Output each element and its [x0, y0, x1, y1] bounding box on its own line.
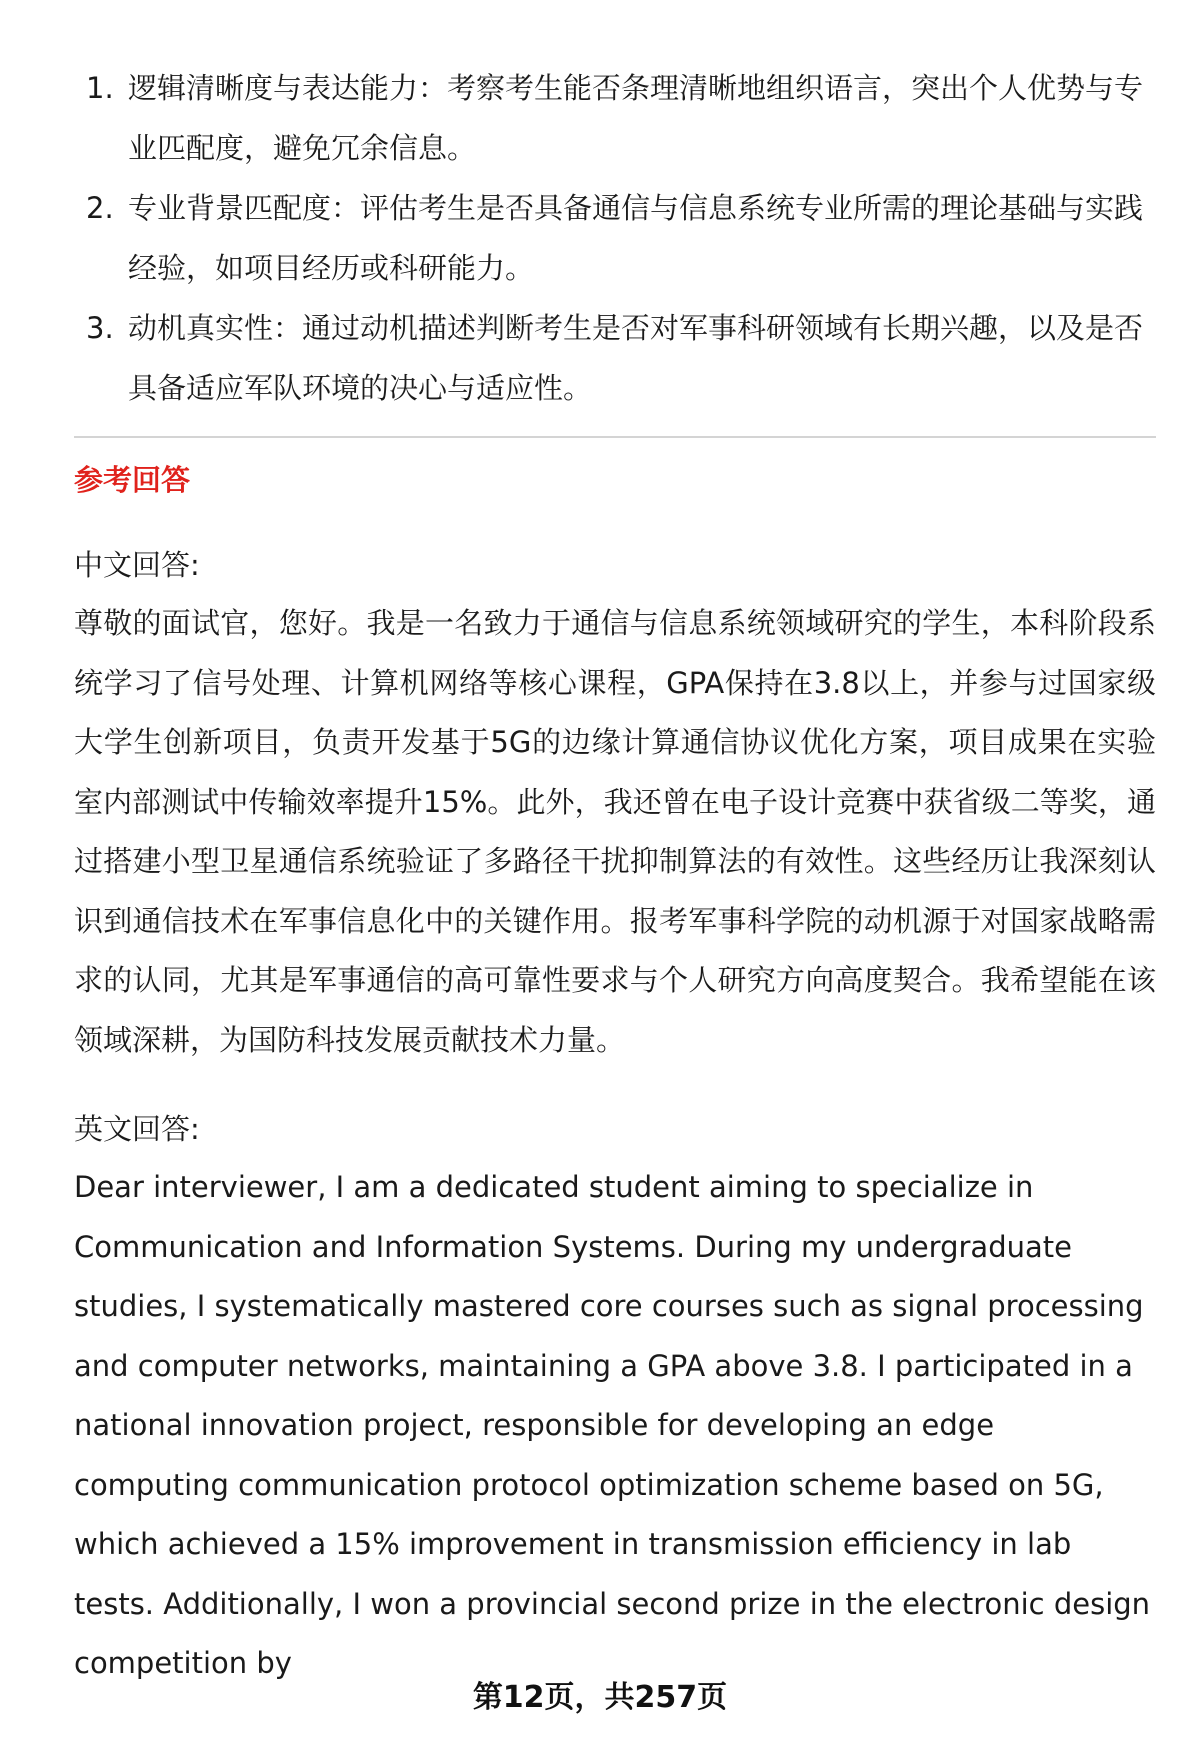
list-number: 3.	[86, 311, 114, 345]
page-footer: 第12页，共257页	[472, 1680, 728, 1715]
chinese-answer-text: 尊敬的面试官，您好。我是一名致力于通信与信息系统领域研究的学生，本科阶段系统学习了信号处理、计算机网络等核心课程，GPA保持在3.8以上，并参与过国家级大学生创新项目，负责开发基于5G的边缘计算通信协议优化方案，项目成果在实验室内部测试中传输效率提升15%。此外，我还曾在电子设计竞赛中获省级二等奖，通过搭建小型卫星通信系统验证了多路径干扰抑制算法的有效性。这些经历让我深刻认识到通信技术在军事信息化中的关键作用。报考军事科学院的动机源于对国家战略需求的认同，尤其是军事通信的高可靠性要求与个人研究方向高度契合。我希望能在该领域深耕，为国防科技发展贡献技术力量。	[74, 606, 1156, 1057]
list-text: 动机真实性：通过动机描述判断考生是否对军事科研领域有长期兴趣，以及是否具备适应军队环境的决心与适应性。	[128, 311, 1144, 405]
english-answer-heading: 英文回答:	[74, 1112, 200, 1146]
section-title: 参考回答	[74, 463, 191, 497]
chinese-answer-heading: 中文回答:	[74, 548, 200, 582]
list-item	[74, 298, 1156, 418]
list-item	[74, 58, 1156, 178]
list-number: 2.	[86, 191, 114, 225]
list-text: 专业背景匹配度：评估考生是否具备通信与信息系统专业所需的理论基础与实践经验，如项目经历或科研能力。	[128, 191, 1144, 285]
list-number: 1.	[86, 71, 114, 105]
section-divider	[74, 436, 1156, 438]
criteria-list	[74, 58, 1156, 418]
english-answer-text: Dear interviewer, I am a dedicated student aiming to specialize in Communication and Information Systems. During my undergraduate studies, I systematically mastered core courses such as signal processing and computer networks, maintaining a GPA above 3.8. I participated in a national innovation project, responsible for developing an edge computing communication protocol optimization scheme based on 5G, which achieved a 15% improvement in transmission efficiency in lab tests. Additionally, I won a provincial second prize in the electronic design competition by	[74, 1170, 1151, 1680]
list-text: 逻辑清晰度与表达能力：考察考生能否条理清晰地组织语言，突出个人优势与专业匹配度，避免冗余信息。	[128, 71, 1144, 165]
document-page	[74, 58, 1156, 1694]
list-item	[74, 178, 1156, 298]
